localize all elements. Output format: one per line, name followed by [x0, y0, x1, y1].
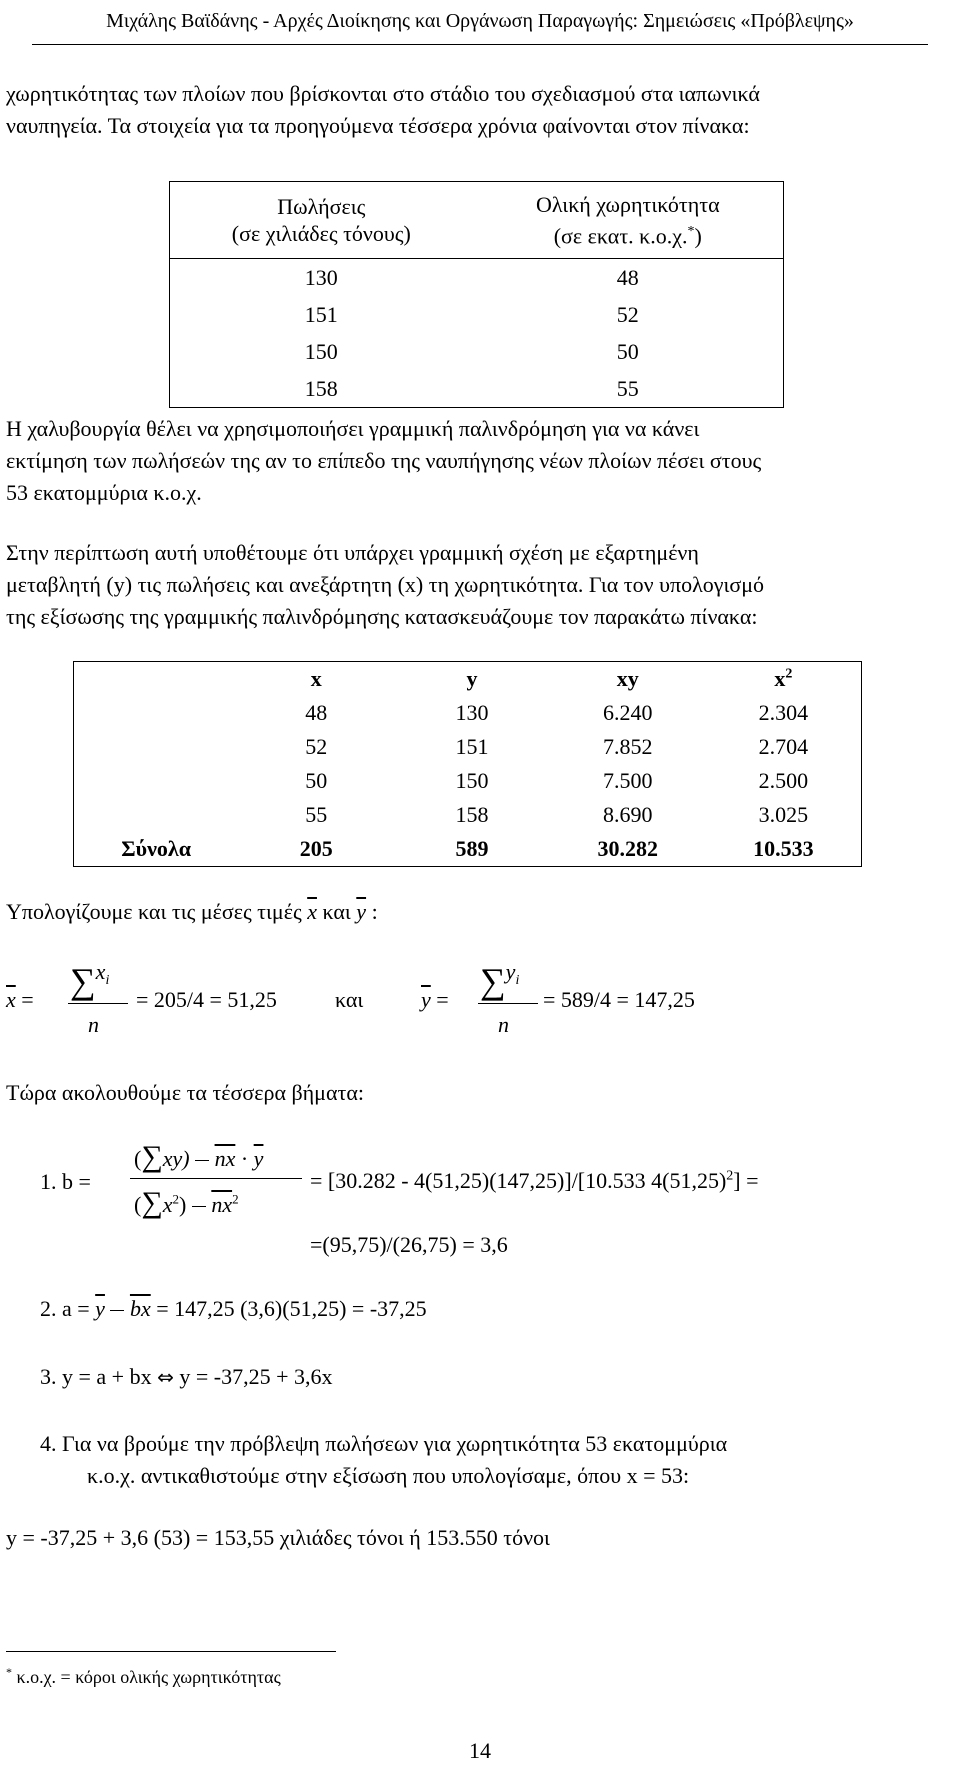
- exponent: 2: [726, 1168, 734, 1184]
- minus-sign: [110, 1310, 124, 1311]
- totals-label: Σύνολα: [121, 836, 192, 861]
- header-x2-exp: 2: [785, 666, 793, 682]
- goal-line-1: Η χαλυβουργία θέλει να χρησιμοποιήσει γραμμική παλινδρόμηση για να κάνει: [6, 416, 700, 441]
- table2-row: [74, 764, 862, 798]
- cell-y: 158: [455, 802, 489, 827]
- step3-left: 3. y = a + bx: [40, 1364, 152, 1389]
- step1-result-end: ] =: [733, 1168, 759, 1193]
- ybar-lhs: [421, 987, 449, 1013]
- footnote-star: *: [6, 1665, 12, 1679]
- step1-result-text: = [30.282 - 4(51,25)(147,25)]/[10.533 4(51,25): [310, 1168, 727, 1193]
- table2-row: [74, 730, 862, 764]
- footnote: [6, 1665, 281, 1688]
- y-i: y: [505, 959, 516, 984]
- exponent: 2: [232, 1191, 239, 1207]
- cell-y: 130: [455, 700, 489, 725]
- steps-intro: Τώρα ακολουθούμε τα τέσσερα βήματα:: [6, 1080, 364, 1105]
- header-xy: xy: [616, 666, 639, 691]
- table1-header-row: [170, 182, 784, 259]
- total-xy: 30.282: [597, 836, 658, 861]
- goal-paragraph: [6, 413, 936, 509]
- xbar-result: = 205/4 = 51,25: [136, 987, 277, 1012]
- sigma-symbol: ∑: [141, 1140, 163, 1173]
- step1-label: 1. b =: [40, 1169, 91, 1194]
- table2-totals-row: [74, 832, 862, 867]
- header-x2: [706, 662, 862, 697]
- ybar-numerator: [480, 960, 519, 1003]
- bxbar-term: $\overline{bx}$: [129, 1296, 151, 1321]
- step1-fraction-line: [130, 1178, 302, 1179]
- goal-line-3: 53 εκατομμύρια κ.ο.χ.: [6, 480, 202, 505]
- step4-line-2: κ.ο.χ. αντικαθιστούμε στην εξίσωση που υπολογίσαμε, όπου x = 53:: [87, 1463, 690, 1488]
- capacity-cell: 52: [616, 301, 639, 327]
- sales-header-line2: (σε χιλιάδες τόνους): [231, 221, 411, 246]
- step2-result: = 147,25 (3,6)(51,25) = -37,25: [156, 1296, 427, 1321]
- sales-cell: 151: [304, 301, 338, 327]
- step1-denominator: [134, 1186, 239, 1220]
- step1-result: [310, 1168, 759, 1194]
- method-line-3: της εξίσωσης της γραμμικής παλινδρόμησης κατασκευάζουμε τον παρακάτω πίνακα:: [6, 604, 758, 629]
- step4-line-1: 4. Για να βρούμε την πρόβλεψη πωλήσεων για χωρητικότητα 53 εκατομμύρια: [40, 1431, 728, 1456]
- paren: (: [134, 1146, 142, 1171]
- ybar-term: $\overline{y}$: [95, 1296, 105, 1321]
- step1-result-line2: =(95,75)/(26,75) = 3,6: [310, 1232, 508, 1257]
- table2-header-row: [74, 662, 862, 697]
- sales-cell: 158: [304, 375, 338, 401]
- sigma-symbol: ∑: [480, 961, 506, 1001]
- cell-xy: 6.240: [603, 700, 653, 725]
- table1-row: [170, 333, 784, 370]
- total-x2: 10.533: [753, 836, 814, 861]
- regression-table: [73, 661, 862, 867]
- xy-term: xy): [162, 1146, 190, 1171]
- running-header: Μιχάλης Βαϊδάνης - Αρχές Διοίκησης και Οργάνωση Παραγωγής: Σημειώσεις «Πρόβλεψης»: [106, 10, 854, 32]
- capacity-header-line1: Ολική χωρητικότητα: [535, 191, 720, 217]
- sales-header-line1: Πωλήσεις: [277, 194, 366, 219]
- table2-row: [74, 696, 862, 730]
- cell-x: 55: [305, 802, 328, 827]
- minus-sign: [195, 1160, 209, 1161]
- step4: [40, 1428, 940, 1492]
- xbar-denominator: n: [88, 1012, 99, 1037]
- equivalence-arrow-icon: ⇔: [157, 1365, 174, 1389]
- x-term: x: [162, 1192, 173, 1217]
- ybar-fraction-line: [478, 1003, 538, 1004]
- xbar-symbol: $\overline{x}$: [307, 899, 317, 924]
- step3: [40, 1364, 333, 1390]
- cell-x2: 2.500: [758, 768, 809, 793]
- table1-row: [170, 259, 784, 297]
- cell-x: 52: [305, 734, 328, 759]
- header-y: y: [466, 666, 478, 691]
- step3-right: y = -37,25 + 3,6x: [179, 1364, 333, 1389]
- capacity-unit: (σε εκατ. κ.ο.χ.: [553, 223, 688, 249]
- sigma-symbol: ∑: [141, 1186, 163, 1219]
- cell-y: 150: [455, 768, 489, 793]
- table1-header-sales: [170, 182, 473, 259]
- step2: [40, 1296, 427, 1322]
- ybar-term: $\overline{y}$: [253, 1146, 264, 1171]
- table2-corner: [74, 662, 239, 697]
- goal-line-2: εκτίμηση των πωλήσεών της αν το επίπεδο της ναυπήγησης νέων πλοίων πέσει στους: [6, 448, 762, 473]
- capacity-cell: 55: [616, 375, 639, 401]
- minus-sign: [192, 1206, 206, 1207]
- table1-header-capacity: [473, 182, 784, 259]
- cell-x2: 2.704: [758, 734, 809, 759]
- header-x2-base: x: [774, 666, 786, 691]
- xbar-numerator: [70, 960, 109, 1003]
- subscript-i: i: [515, 973, 520, 989]
- means-intro: [6, 899, 378, 925]
- ybar: $\overline{y}$: [421, 987, 431, 1012]
- table2-row: [74, 798, 862, 832]
- cell-x2: 2.304: [758, 700, 809, 725]
- total-x: 205: [299, 836, 333, 861]
- capacity-cell: 48: [473, 259, 784, 297]
- ybar-result: = 589/4 = 147,25: [543, 987, 695, 1012]
- cell-xy: 7.500: [603, 768, 653, 793]
- final-result: y = -37,25 + 3,6 (53) = 153,55 χιλιάδες τόνοι ή 153.550 τόνοι: [6, 1525, 550, 1550]
- intro-paragraph: [6, 78, 936, 142]
- cell-xy: 8.690: [603, 802, 653, 827]
- page-number: 14: [469, 1738, 491, 1763]
- exponent: 2: [172, 1191, 179, 1207]
- nxbar-term: $\overline{nx}$: [214, 1146, 236, 1171]
- ybar-symbol: $\overline{y}$: [356, 899, 367, 924]
- footnote-text: κ.ο.χ. = κόροι ολικής χωρητικότητας: [12, 1667, 281, 1687]
- means-intro-text: Υπολογίζουμε και τις μέσες τιμές: [6, 899, 302, 924]
- and-word: και: [322, 899, 351, 924]
- footnote-marker: *: [687, 223, 695, 239]
- colon: :: [371, 899, 378, 924]
- header-x: x: [310, 666, 322, 691]
- sales-cell: 130: [170, 259, 473, 297]
- subscript-i: i: [105, 973, 110, 989]
- step2-label: 2. a =: [40, 1296, 90, 1321]
- sales-cell: 150: [304, 338, 338, 364]
- ybar-denominator: n: [498, 1012, 509, 1037]
- total-y: 589: [455, 836, 489, 861]
- paren: (: [134, 1192, 142, 1217]
- method-line-2: μεταβλητή (y) τις πωλήσεις και ανεξάρτητη (x) τη χωρητικότητα. Για τον υπολογισμό: [6, 572, 765, 597]
- x-i: x: [95, 959, 106, 984]
- intro-line-2: ναυπηγεία. Τα στοιχεία για τα προηγούμενα τέσσερα χρόνια φαίνονται στον πίνακα:: [6, 113, 750, 138]
- cell-x2: 3.025: [758, 802, 809, 827]
- means-and: και: [335, 987, 364, 1012]
- equals: =: [436, 987, 449, 1012]
- capacity-cell: 50: [616, 338, 639, 364]
- xbar-fraction-line: [68, 1003, 128, 1004]
- table1-row: [170, 296, 784, 333]
- table1-row: [170, 370, 784, 408]
- cell-x: 48: [305, 700, 328, 725]
- paren: ): [178, 1192, 187, 1217]
- nxbar-term: $\overline{nx}$: [211, 1192, 233, 1217]
- step1-numerator: (∑xy) $\overline{nx} \cdot \overline{y}$: [134, 1140, 264, 1173]
- sales-capacity-table: [169, 181, 784, 408]
- cell-xy: 7.852: [603, 734, 653, 759]
- capacity-unit-close: ): [694, 223, 702, 249]
- header-rule: [32, 44, 928, 45]
- method-paragraph: [6, 537, 936, 633]
- xbar: $\overline{x}$: [6, 987, 16, 1012]
- intro-line-1: χωρητικότητας των πλοίων που βρίσκονται στο στάδιο του σχεδιασμού στα ιαπωνικά: [6, 81, 760, 106]
- equals: =: [21, 987, 34, 1012]
- method-line-1: Στην περίπτωση αυτή υποθέτουμε ότι υπάρχει γραμμική σχέση με εξαρτημένη: [6, 540, 699, 565]
- footnote-rule: [6, 1651, 336, 1652]
- cell-y: 151: [455, 734, 489, 759]
- xbar-lhs: [6, 987, 34, 1013]
- cell-x: 50: [305, 768, 328, 793]
- sigma-symbol: ∑: [70, 961, 96, 1001]
- capacity-header-line2: [473, 218, 783, 249]
